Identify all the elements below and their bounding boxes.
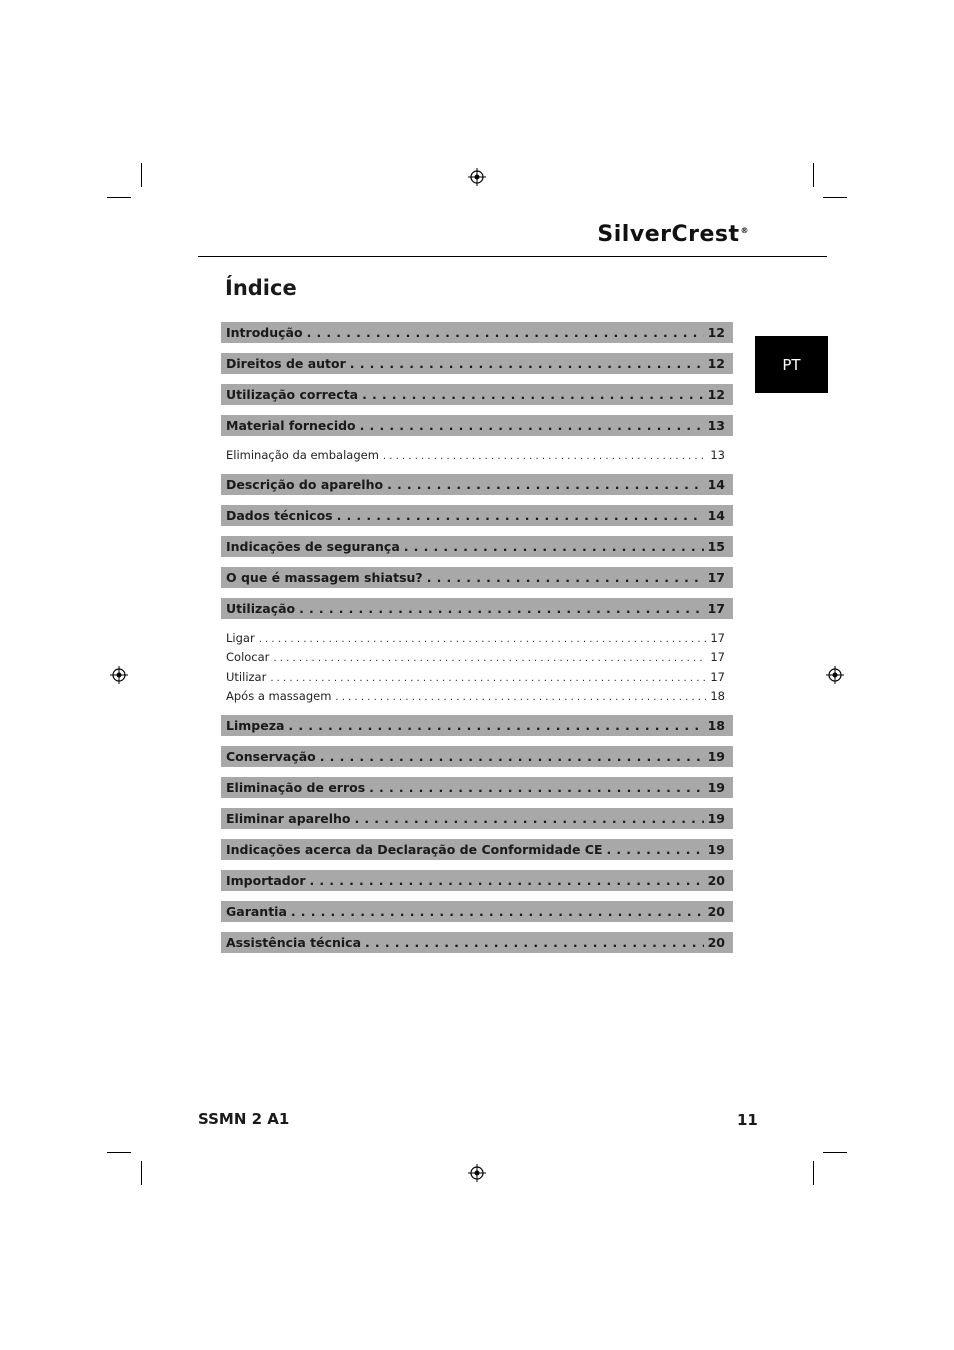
toc-leader-dots — [337, 505, 704, 526]
toc-entry-page: 15 — [707, 538, 725, 554]
toc-entry[interactable] — [221, 901, 733, 922]
toc-leader-dots — [320, 746, 704, 767]
toc-leader-dots — [369, 777, 703, 798]
language-tab-label: PT — [782, 355, 801, 374]
crop-mark-bottom-left-vertical — [141, 1161, 142, 1185]
toc-subentry[interactable] — [221, 668, 733, 688]
crop-mark-top-right-vertical — [813, 163, 814, 187]
toc-entry-page: 17 — [707, 569, 725, 585]
toc-entry-label: Ligar — [226, 630, 255, 645]
toc-leader-dots — [404, 536, 704, 557]
page-number: 11 — [737, 1111, 758, 1129]
toc-entry-page: 13 — [710, 448, 725, 462]
toc-entry-page: 17 — [710, 650, 725, 664]
toc-entry-label: Após a massagem — [226, 689, 332, 703]
toc-entry-page: 12 — [707, 325, 725, 340]
toc-entry-page: 17 — [710, 630, 725, 645]
toc-entry-page: 14 — [707, 476, 725, 492]
toc-leader-dots — [259, 629, 707, 649]
toc-leader-dots — [270, 668, 706, 688]
toc-leader-dots — [383, 446, 706, 466]
crop-mark-top-left-vertical — [141, 163, 142, 187]
model-number: SSMN 2 A1 — [198, 1110, 290, 1128]
toc-entry-page: 19 — [707, 779, 725, 795]
toc-leader-dots — [607, 839, 704, 860]
toc-entry[interactable] — [221, 932, 733, 953]
toc-entry-label: Direitos de autor — [226, 356, 346, 371]
toc-entry[interactable] — [221, 322, 733, 343]
toc-entry[interactable] — [221, 353, 733, 374]
toc-entry-label: Assistência técnica — [226, 934, 362, 950]
toc-entry-page: 18 — [707, 717, 725, 733]
toc-subentry[interactable] — [221, 648, 733, 668]
toc-entry-page: 17 — [707, 600, 725, 616]
toc-leader-dots — [307, 322, 704, 343]
toc-entry-label: Indicações de segurança — [226, 538, 400, 554]
toc-leader-dots — [310, 870, 704, 891]
toc-leader-dots — [362, 384, 703, 405]
toc-leader-dots — [355, 808, 704, 829]
toc-entry-page: 12 — [707, 387, 725, 402]
toc-entry-page: 19 — [707, 841, 725, 857]
toc-entry[interactable] — [221, 505, 733, 526]
toc-entry-label: Garantia — [226, 903, 287, 919]
crop-mark-bottom-right-horizontal — [823, 1152, 847, 1153]
toc-subentry[interactable] — [221, 687, 733, 707]
toc-subentry[interactable] — [221, 446, 733, 466]
toc-entry-label: Utilização correcta — [226, 387, 359, 402]
toc-entry-page: 12 — [707, 356, 725, 371]
crop-mark-bottom-left-horizontal — [107, 1152, 131, 1153]
toc-entry[interactable] — [221, 567, 733, 588]
toc-entry-label: O que é massagem shiatsu? — [226, 569, 423, 585]
toc-entry-label: Utilização — [226, 600, 296, 616]
crop-mark-bottom-right-vertical — [813, 1161, 814, 1185]
toc-entry-page: 20 — [707, 872, 725, 888]
toc-leader-dots — [387, 474, 704, 495]
registration-mark-icon — [110, 666, 128, 684]
toc-entry-page: 13 — [707, 418, 725, 433]
toc-entry-label: Eliminação de erros — [226, 779, 366, 795]
toc-entry[interactable] — [221, 808, 733, 829]
toc-entry-label: Eliminação da embalagem — [226, 448, 379, 462]
toc-entry-label: Utilizar — [226, 669, 267, 684]
toc-entry-page: 19 — [707, 748, 725, 764]
toc-entry-page: 17 — [710, 669, 725, 684]
table-of-contents — [221, 322, 733, 963]
toc-entry-page: 14 — [707, 507, 725, 523]
toc-leader-dots — [288, 715, 703, 736]
toc-leader-dots — [273, 648, 706, 668]
toc-entry[interactable] — [221, 777, 733, 798]
toc-subentry[interactable] — [221, 629, 733, 649]
toc-entry-page: 20 — [707, 934, 725, 950]
crop-mark-top-right-horizontal — [823, 197, 847, 198]
toc-leader-dots — [299, 598, 703, 619]
toc-entry[interactable] — [221, 715, 733, 736]
registration-mark-icon — [468, 168, 486, 186]
toc-leader-dots — [335, 687, 706, 707]
toc-entry-page: 19 — [707, 810, 725, 826]
toc-entry[interactable] — [221, 474, 733, 495]
toc-entry-label: Conservação — [226, 748, 316, 764]
language-tab — [755, 336, 828, 393]
toc-entry[interactable] — [221, 839, 733, 860]
toc-leader-dots — [360, 415, 704, 436]
registration-mark-icon — [826, 666, 844, 684]
crop-mark-top-left-horizontal — [107, 197, 131, 198]
toc-entry-label: Dados técnicos — [226, 507, 333, 523]
toc-entry-label: Importador — [226, 872, 306, 888]
toc-entry-label: Indicações acerca da Declaração de Conformidade CE — [226, 841, 603, 857]
brand-logo — [597, 222, 749, 247]
toc-entry-label: Descrição do aparelho — [226, 476, 384, 492]
toc-leader-dots — [365, 932, 704, 953]
toc-entry-page: 18 — [710, 689, 725, 703]
toc-entry-label: Eliminar aparelho — [226, 810, 351, 826]
toc-entry[interactable] — [221, 384, 733, 405]
toc-entry[interactable] — [221, 746, 733, 767]
toc-leader-dots — [427, 567, 704, 588]
toc-leader-dots — [350, 353, 704, 374]
toc-entry-label: Material fornecido — [226, 418, 356, 433]
page-title: Índice — [225, 276, 297, 300]
toc-entry-page: 20 — [707, 903, 725, 919]
header-rule — [198, 256, 827, 257]
registration-mark-icon — [468, 1164, 486, 1182]
toc-entry[interactable] — [221, 598, 733, 619]
registered-mark-icon: ® — [740, 225, 749, 235]
toc-entry[interactable] — [221, 870, 733, 891]
toc-entry[interactable] — [221, 536, 733, 557]
toc-entry[interactable] — [221, 415, 733, 436]
toc-entry-label: Introdução — [226, 325, 303, 340]
toc-entry-label: Limpeza — [226, 717, 285, 733]
brand-logo-text: SilverCrest — [597, 222, 740, 247]
toc-entry-label: Colocar — [226, 650, 270, 664]
toc-leader-dots — [291, 901, 704, 922]
